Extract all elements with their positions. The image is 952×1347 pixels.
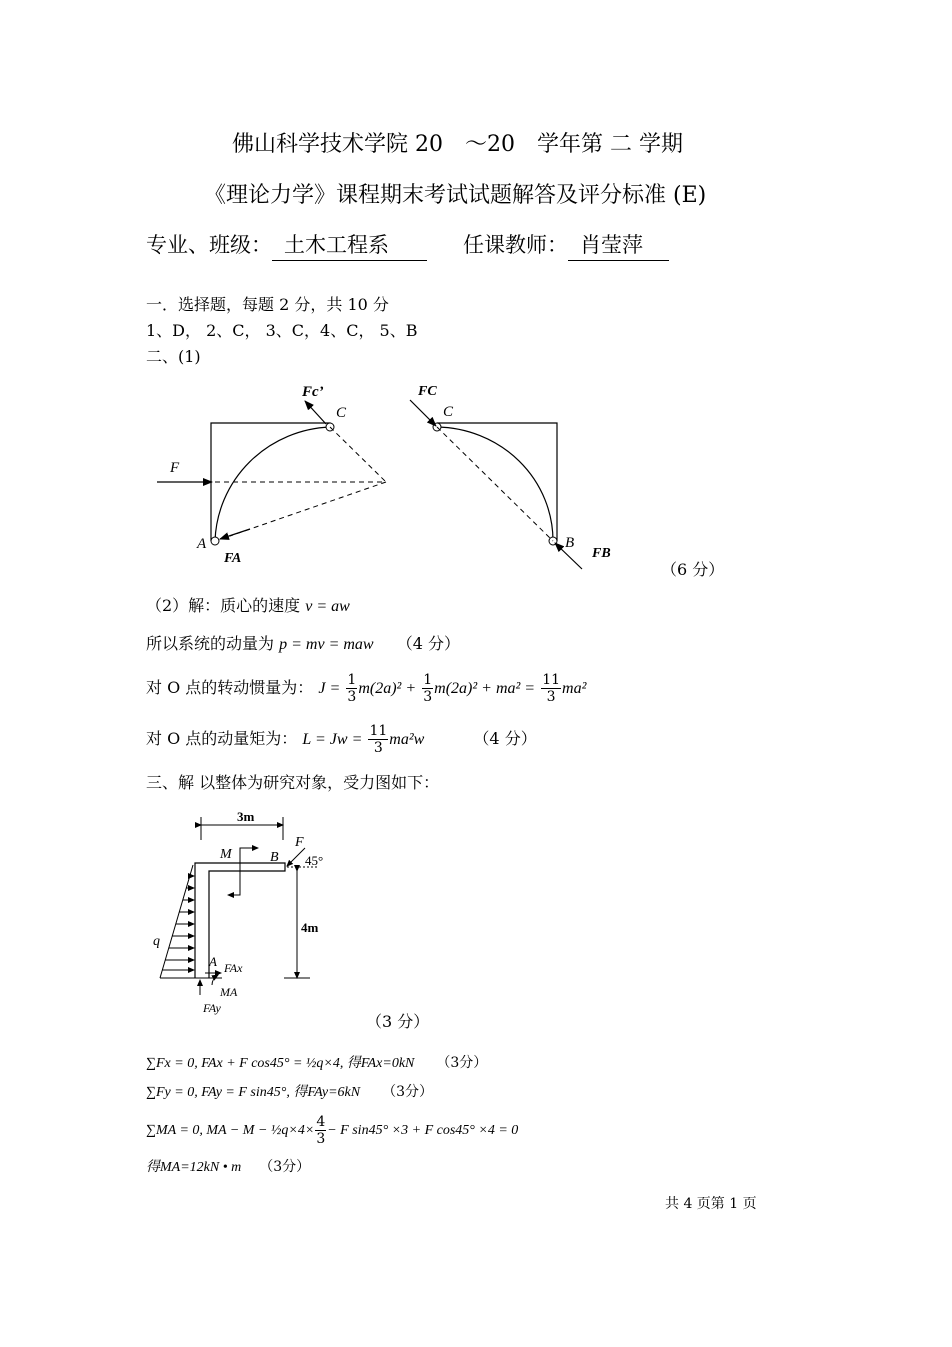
angular-momentum-line: 对 O 点的动量矩为： L = Jw = $\frac{11}{3}$ ma²w （4 分） xyxy=(146,723,537,756)
label-fa: FA xyxy=(224,551,242,566)
exam-course-title: 《理论力学》课程期末考试试题解答及评分标准 (E) xyxy=(204,183,707,208)
section1-heading: 一．选择题，每题 2 分，共 10 分 xyxy=(146,295,389,314)
label-fay: FAy xyxy=(203,1001,221,1015)
label-b: B xyxy=(565,535,575,551)
free-body-diagram-arc xyxy=(150,375,620,575)
teacher-value: 肖莹萍 xyxy=(568,229,669,261)
momentum-line: 所以系统的动量为 p = mv = maw （4 分） xyxy=(146,634,460,653)
dim-3m: 3m xyxy=(237,809,255,824)
major-value: 土木工程系 xyxy=(272,229,427,261)
label-c-right: C xyxy=(443,404,454,420)
section2-heading: 二、(1) xyxy=(146,347,201,366)
free-body-diagram-frame xyxy=(150,800,350,1020)
label-fc: FC xyxy=(418,384,437,399)
section3-heading: 三、解 以整体为研究对象，受力图如下： xyxy=(146,773,440,792)
section3-fig-score: （3 分） xyxy=(366,1012,430,1031)
label-45deg: 45° xyxy=(305,853,324,868)
label-b: B xyxy=(270,850,279,865)
equation-fx: ∑Fx = 0, FAx + F cos45° = ½q×4, 得FAx=0kN （3分） xyxy=(146,1055,488,1071)
exam-institution-title: 佛山科学技术学院 20 ～20 学年第 二 学期 xyxy=(232,132,683,157)
label-f: F xyxy=(170,460,180,476)
label-ma: MA xyxy=(220,985,238,999)
major-label: 专业、班级： xyxy=(146,233,272,257)
label-a: A xyxy=(209,954,217,969)
label-q: q xyxy=(153,934,160,949)
equation-ma: ∑MA = 0, MA − M − ½q×4× $\frac{4}{3}$ − F sin45° ×3 + F cos45° ×4 = 0 xyxy=(146,1113,519,1147)
equation-ma-result: 得MA=12kN • m （3分） xyxy=(146,1159,311,1175)
label-fax: FAx xyxy=(224,961,243,975)
inertia-line: 对 O 点的转动惯量为： J = $\frac{1}{3}$ m(2a)² + $\frac{1}{3}$ m(2a)² + ma² = $\frac{11}{3}$ ma² xyxy=(146,672,587,705)
section2-fig-score: （6 分） xyxy=(661,560,725,579)
label-f: F xyxy=(295,835,304,850)
label-a: A xyxy=(197,536,207,552)
section1-answers: 1、D， 2、C， 3、C，4、C， 5、B xyxy=(146,321,418,340)
dim-4m: 4m xyxy=(301,920,319,935)
label-c-left: C xyxy=(336,405,347,421)
page-number: 共 4 页第 1 页 xyxy=(665,1196,757,1212)
class-info-line xyxy=(146,229,669,261)
equation-fy: ∑Fy = 0, FAy = F sin45°, 得FAy=6kN （3分） xyxy=(146,1084,434,1100)
label-fb: FB xyxy=(592,546,611,561)
label-fc-prime: Fc’ xyxy=(302,384,324,400)
label-m: M xyxy=(220,847,232,862)
teacher-label: 任课教师： xyxy=(463,233,568,257)
section2-part2-line: （2）解：质心的速度 v = aw xyxy=(146,596,350,615)
